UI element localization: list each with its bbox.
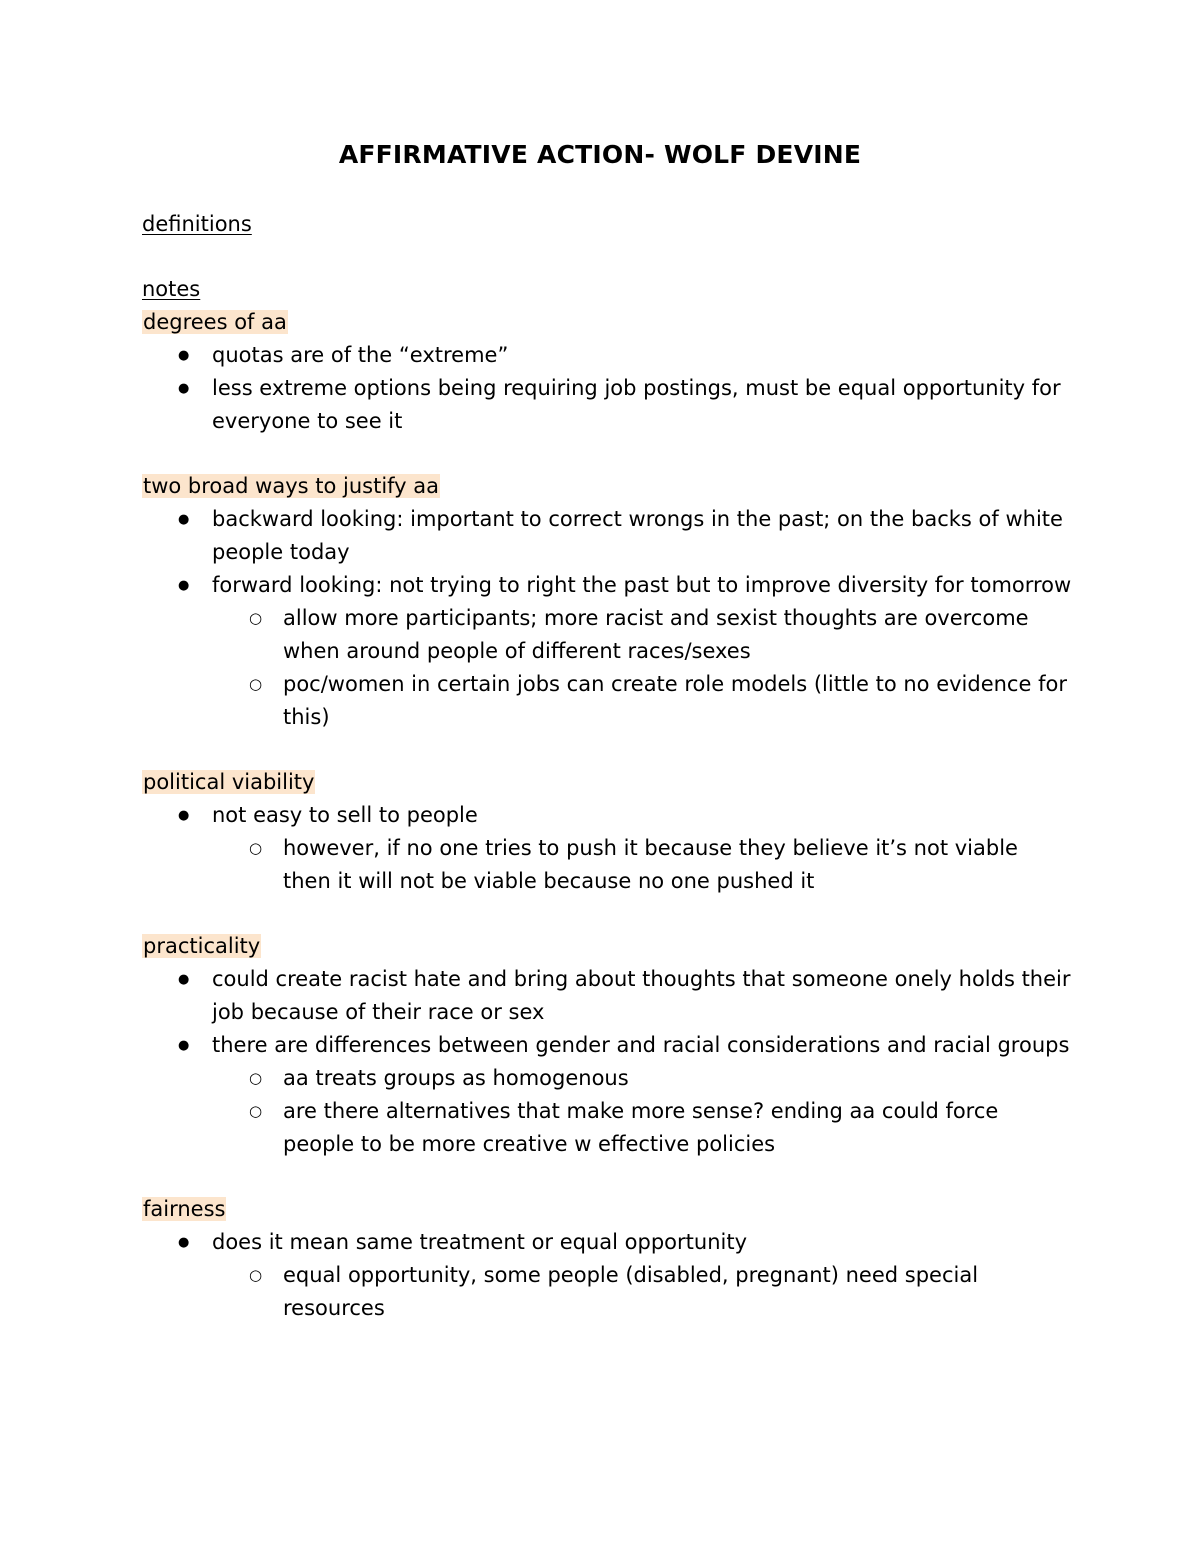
- section-heading: two broad ways to justify aa: [143, 474, 440, 498]
- list-item: ● not easy to sell to people: [142, 799, 1072, 832]
- definitions-label: definitions: [142, 212, 252, 236]
- spacer: [142, 1161, 1072, 1193]
- sub-list-item: ○ allow more participants; more racist and sexist thoughts are overcome when around people of different races/sexes: [142, 602, 1072, 668]
- sub-list-item: ○ equal opportunity, some people (disabled, pregnant) need special resources: [142, 1259, 1072, 1325]
- notes-label: notes: [142, 277, 201, 301]
- bullet-list: [142, 1226, 1072, 1325]
- spacer: [142, 241, 1072, 273]
- bullet-list: [142, 799, 1072, 898]
- document-title: AFFIRMATIVE ACTION- WOLF DEVINE: [338, 140, 862, 169]
- sub-list-item: ○ aa treats groups as homogenous: [142, 1062, 1072, 1095]
- bullet-list: [142, 963, 1072, 1161]
- document-body: [142, 208, 1072, 1325]
- spacer: [142, 734, 1072, 766]
- section-heading: political viability: [143, 770, 315, 794]
- list-item: ● forward looking: not trying to right the past but to improve diversity for tomorrow: [142, 569, 1072, 602]
- bullet-list: [142, 503, 1072, 734]
- bullet-list: [142, 339, 1072, 438]
- list-item: ● there are differences between gender and racial considerations and racial groups: [142, 1029, 1072, 1062]
- section-fairness: [142, 1193, 1072, 1325]
- sub-list-item: ○ however, if no one tries to push it because they believe it’s not viable then it will not be viable because no one pushed it: [142, 832, 1072, 898]
- sub-list-item: ○ poc/women in certain jobs can create role models (little to no evidence for this): [142, 668, 1072, 734]
- section-practicality: [142, 930, 1072, 1161]
- list-item: ● backward looking: important to correct wrongs in the past; on the backs of white people today: [142, 503, 1072, 569]
- section-heading: fairness: [143, 1197, 226, 1221]
- section-degrees-of-aa: [142, 306, 1072, 438]
- notes-label-line: [142, 273, 1072, 306]
- list-item: ● less extreme options being requiring job postings, must be equal opportunity for everyone to see it: [142, 372, 1072, 438]
- section-heading: practicality: [143, 934, 261, 958]
- section-heading: degrees of aa: [143, 310, 287, 334]
- list-item: ● could create racist hate and bring about thoughts that someone onely holds their job because of their race or sex: [142, 963, 1072, 1029]
- section-political-viability: [142, 766, 1072, 898]
- section-two-broad-ways: [142, 470, 1072, 734]
- list-item: ● does it mean same treatment or equal opportunity: [142, 1226, 1072, 1259]
- list-item: ● quotas are of the “extreme”: [142, 339, 1072, 372]
- spacer: [142, 438, 1072, 470]
- definitions-label-line: [142, 208, 1072, 241]
- sub-list-item: ○ are there alternatives that make more sense? ending aa could force people to be more creative w effective policies: [142, 1095, 1072, 1161]
- spacer: [142, 898, 1072, 930]
